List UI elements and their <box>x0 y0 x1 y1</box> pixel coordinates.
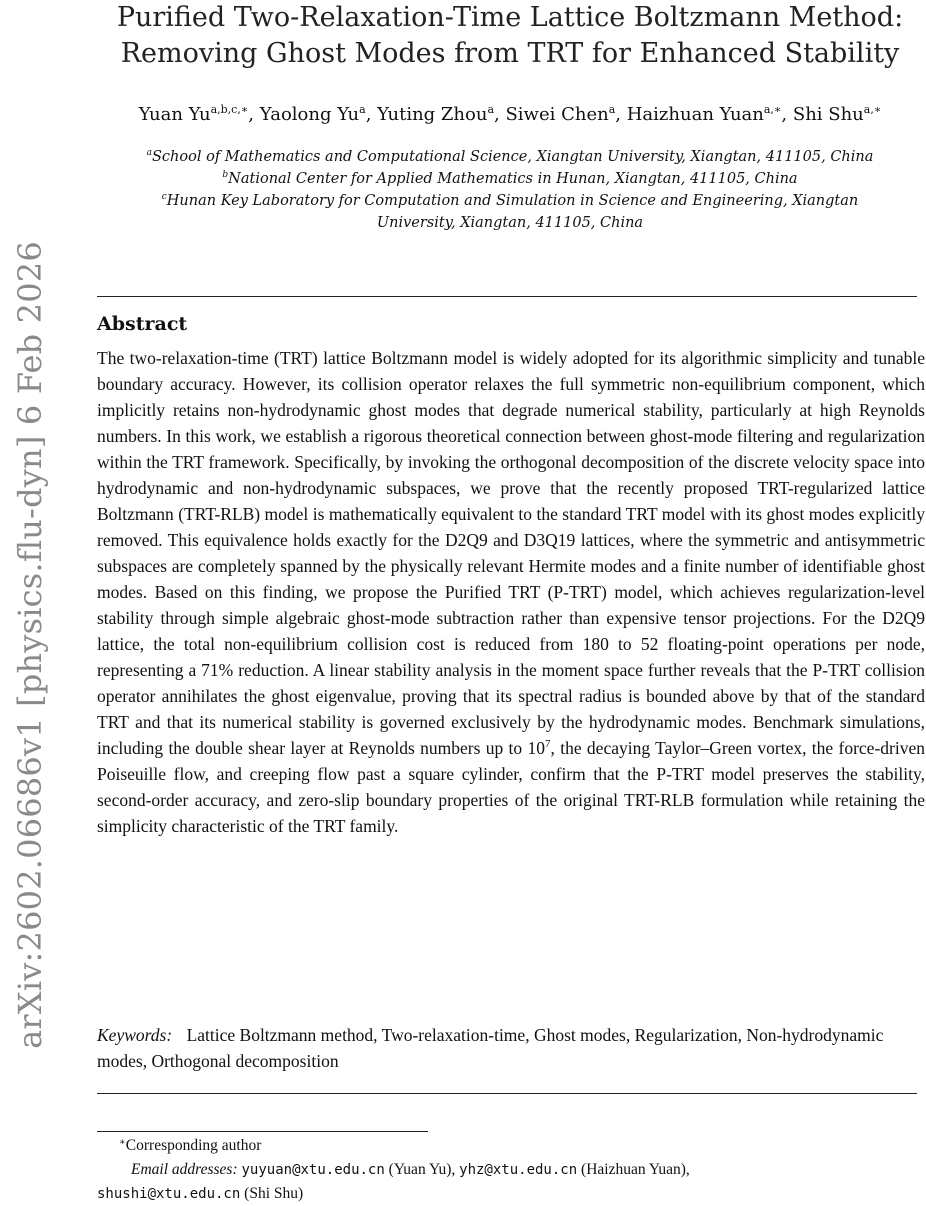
author-name: Shi Shu <box>792 104 864 125</box>
abstract-body <box>97 345 925 839</box>
author-name: Yuan Yu <box>138 104 211 125</box>
keywords <box>97 1022 925 1074</box>
email-link[interactable]: yhz@xtu.edu.cn <box>459 1162 578 1178</box>
author <box>627 104 782 125</box>
email-owner: (Shi Shu) <box>244 1185 304 1202</box>
email-link[interactable]: yuyuan@xtu.edu.cn <box>241 1162 385 1178</box>
arxiv-identifier: arXiv:2602.06686v1 [physics.flu-dyn] 6 Feb 2026 <box>11 241 49 1049</box>
affiliation-mark: c <box>161 192 167 202</box>
title-line-2: Removing Ghost Modes from TRT for Enhanced Stability <box>120 38 900 69</box>
author-name: Yaolong Yu <box>259 104 360 125</box>
abstract-heading: Abstract <box>97 313 188 335</box>
abstract-text: The two-relaxation-time (TRT) lattice Boltzmann model is widely adopted for its algorithmic simplicity and tunable boundary accuracy. However, its collision operator relaxes the full symmetric non-equilibrium component, which implicitly retains non-hydrodynamic ghost modes that degrade numerical stability, particularly at high Reynolds numbers. In this work, we establish a rigorous theoretical connection between ghost-mode filtering and regularization within the TRT framework. Specifically, by invoking the orthogonal decomposition of the discrete velocity space into hydrodynamic and non-hydrodynamic subspaces, we prove that the recently proposed TRT-regularized lattice Boltzmann (TRT-RLB) model is mathematically equivalent to the standard TRT model with its ghost modes explicitly removed. This equivalence holds exactly for the D2Q9 and D3Q19 lattices, where the symmetric and antisymmetric subspaces are completely spanned by the physically relevant Hermite modes and a finite number of identifiable ghost modes. Based on this finding, we propose the Purified TRT (P-TRT) model, which achieves regularization-level stability through simple algebraic ghost-mode subtraction rather than expensive tensor projections. For the D2Q9 lattice, the total non-equilibrium collision cost is reduced from 180 to 52 floating-point operations per node, representing a 71% reduction. A linear stability analysis in the moment space further reveals that the P-TRT collision operator annihilates the ghost eigenvalue, proving that its spectral radius is bounded above by that of the standard TRT and that its numerical stability is governed exclusively by the hydrodynamic modes. Benchmark simulations, including the double shear layer at Reynolds numbers up to 10 <box>97 348 925 758</box>
author-name: Haizhuan Yuan <box>626 104 764 125</box>
affiliation-text: Hunan Key Laboratory for Computation and Simulation in Science and Engineering, Xiangtan <box>166 193 859 209</box>
author-list: Yuan $Yu^{a,b,c,∗}$, Yaolong Yu$^a$, Yuting Zhou$^a$, Siwei Chen$^a$, Haizhuan Yuan$^{a,∗}$, Shi Shu$^{a,∗}$ <box>138 103 882 125</box>
keywords-text: Lattice Boltzmann method, Two-relaxation-time, Ghost modes, Regularization, Non-hydrodynamic modes, Orthogonal decomposition <box>97 1025 884 1071</box>
author-name: Yuting Zhou <box>377 104 488 125</box>
author-affil-mark: a,b,c,∗ <box>210 103 249 116</box>
reynolds-exponent: 7 <box>545 738 551 750</box>
author <box>139 104 249 125</box>
email-owner: (Yuan Yu), <box>388 1161 456 1178</box>
author <box>793 104 881 125</box>
email-owner: (Haizhuan Yuan), <box>581 1161 690 1178</box>
abstract-top-rule <box>97 296 917 297</box>
author-affil-mark: a <box>359 103 366 116</box>
author <box>377 104 494 125</box>
email-addresses-continued <box>97 1182 925 1206</box>
arxiv-stamp <box>0 0 60 1060</box>
author-affil-mark: a <box>487 103 495 116</box>
abstract-text-continued: , the decaying Taylor–Green vortex, the force-driven Poiseuille flow, and creeping flow past a square cylinder, confirm that the P-TRT model preserves the stability, second-order accuracy, and zero-slip boundary properties of the original TRT-RLB formulation while retaining the simplicity characteristic of the TRT family. <box>97 738 925 836</box>
email-link[interactable]: shushi@xtu.edu.cn <box>97 1186 241 1202</box>
author <box>260 104 366 125</box>
corresponding-author-note <box>97 1134 925 1158</box>
keywords-label: Keywords: <box>97 1025 173 1045</box>
footnotes <box>97 1134 925 1206</box>
email-label: Email addresses: <box>131 1161 238 1178</box>
footnote-mark: ∗ <box>119 1137 126 1148</box>
affiliation-text: School of Mathematics and Computational Science, Xiangtan University, Xiangtan, 411105, China <box>151 149 874 165</box>
affiliation <box>110 168 910 190</box>
affiliations <box>110 146 910 234</box>
author-affil-mark: a <box>608 103 616 116</box>
affiliation <box>110 190 910 212</box>
affiliation-mark: b <box>222 170 229 180</box>
affiliation <box>110 146 910 168</box>
affiliation-continuation: University, Xiangtan, 411105, China <box>376 215 644 231</box>
author <box>505 104 615 125</box>
title-line-1: Purified Two-Relaxation-Time Lattice Boltzmann Method: <box>116 2 904 33</box>
corresponding-author-text: Corresponding author <box>125 1137 262 1154</box>
author-affil-mark: a,∗ <box>863 103 882 116</box>
email-addresses <box>97 1158 925 1182</box>
footnote-rule <box>97 1131 428 1132</box>
affiliation-text: National Center for Applied Mathematics in Hunan, Xiangtan, 411105, China <box>228 171 798 187</box>
abstract-bottom-rule <box>97 1093 917 1094</box>
author-affil-mark: a,∗ <box>763 103 782 116</box>
affiliation-mark: a <box>146 148 152 158</box>
author-name: Siwei Chen <box>505 104 609 125</box>
paper-title <box>60 0 926 72</box>
